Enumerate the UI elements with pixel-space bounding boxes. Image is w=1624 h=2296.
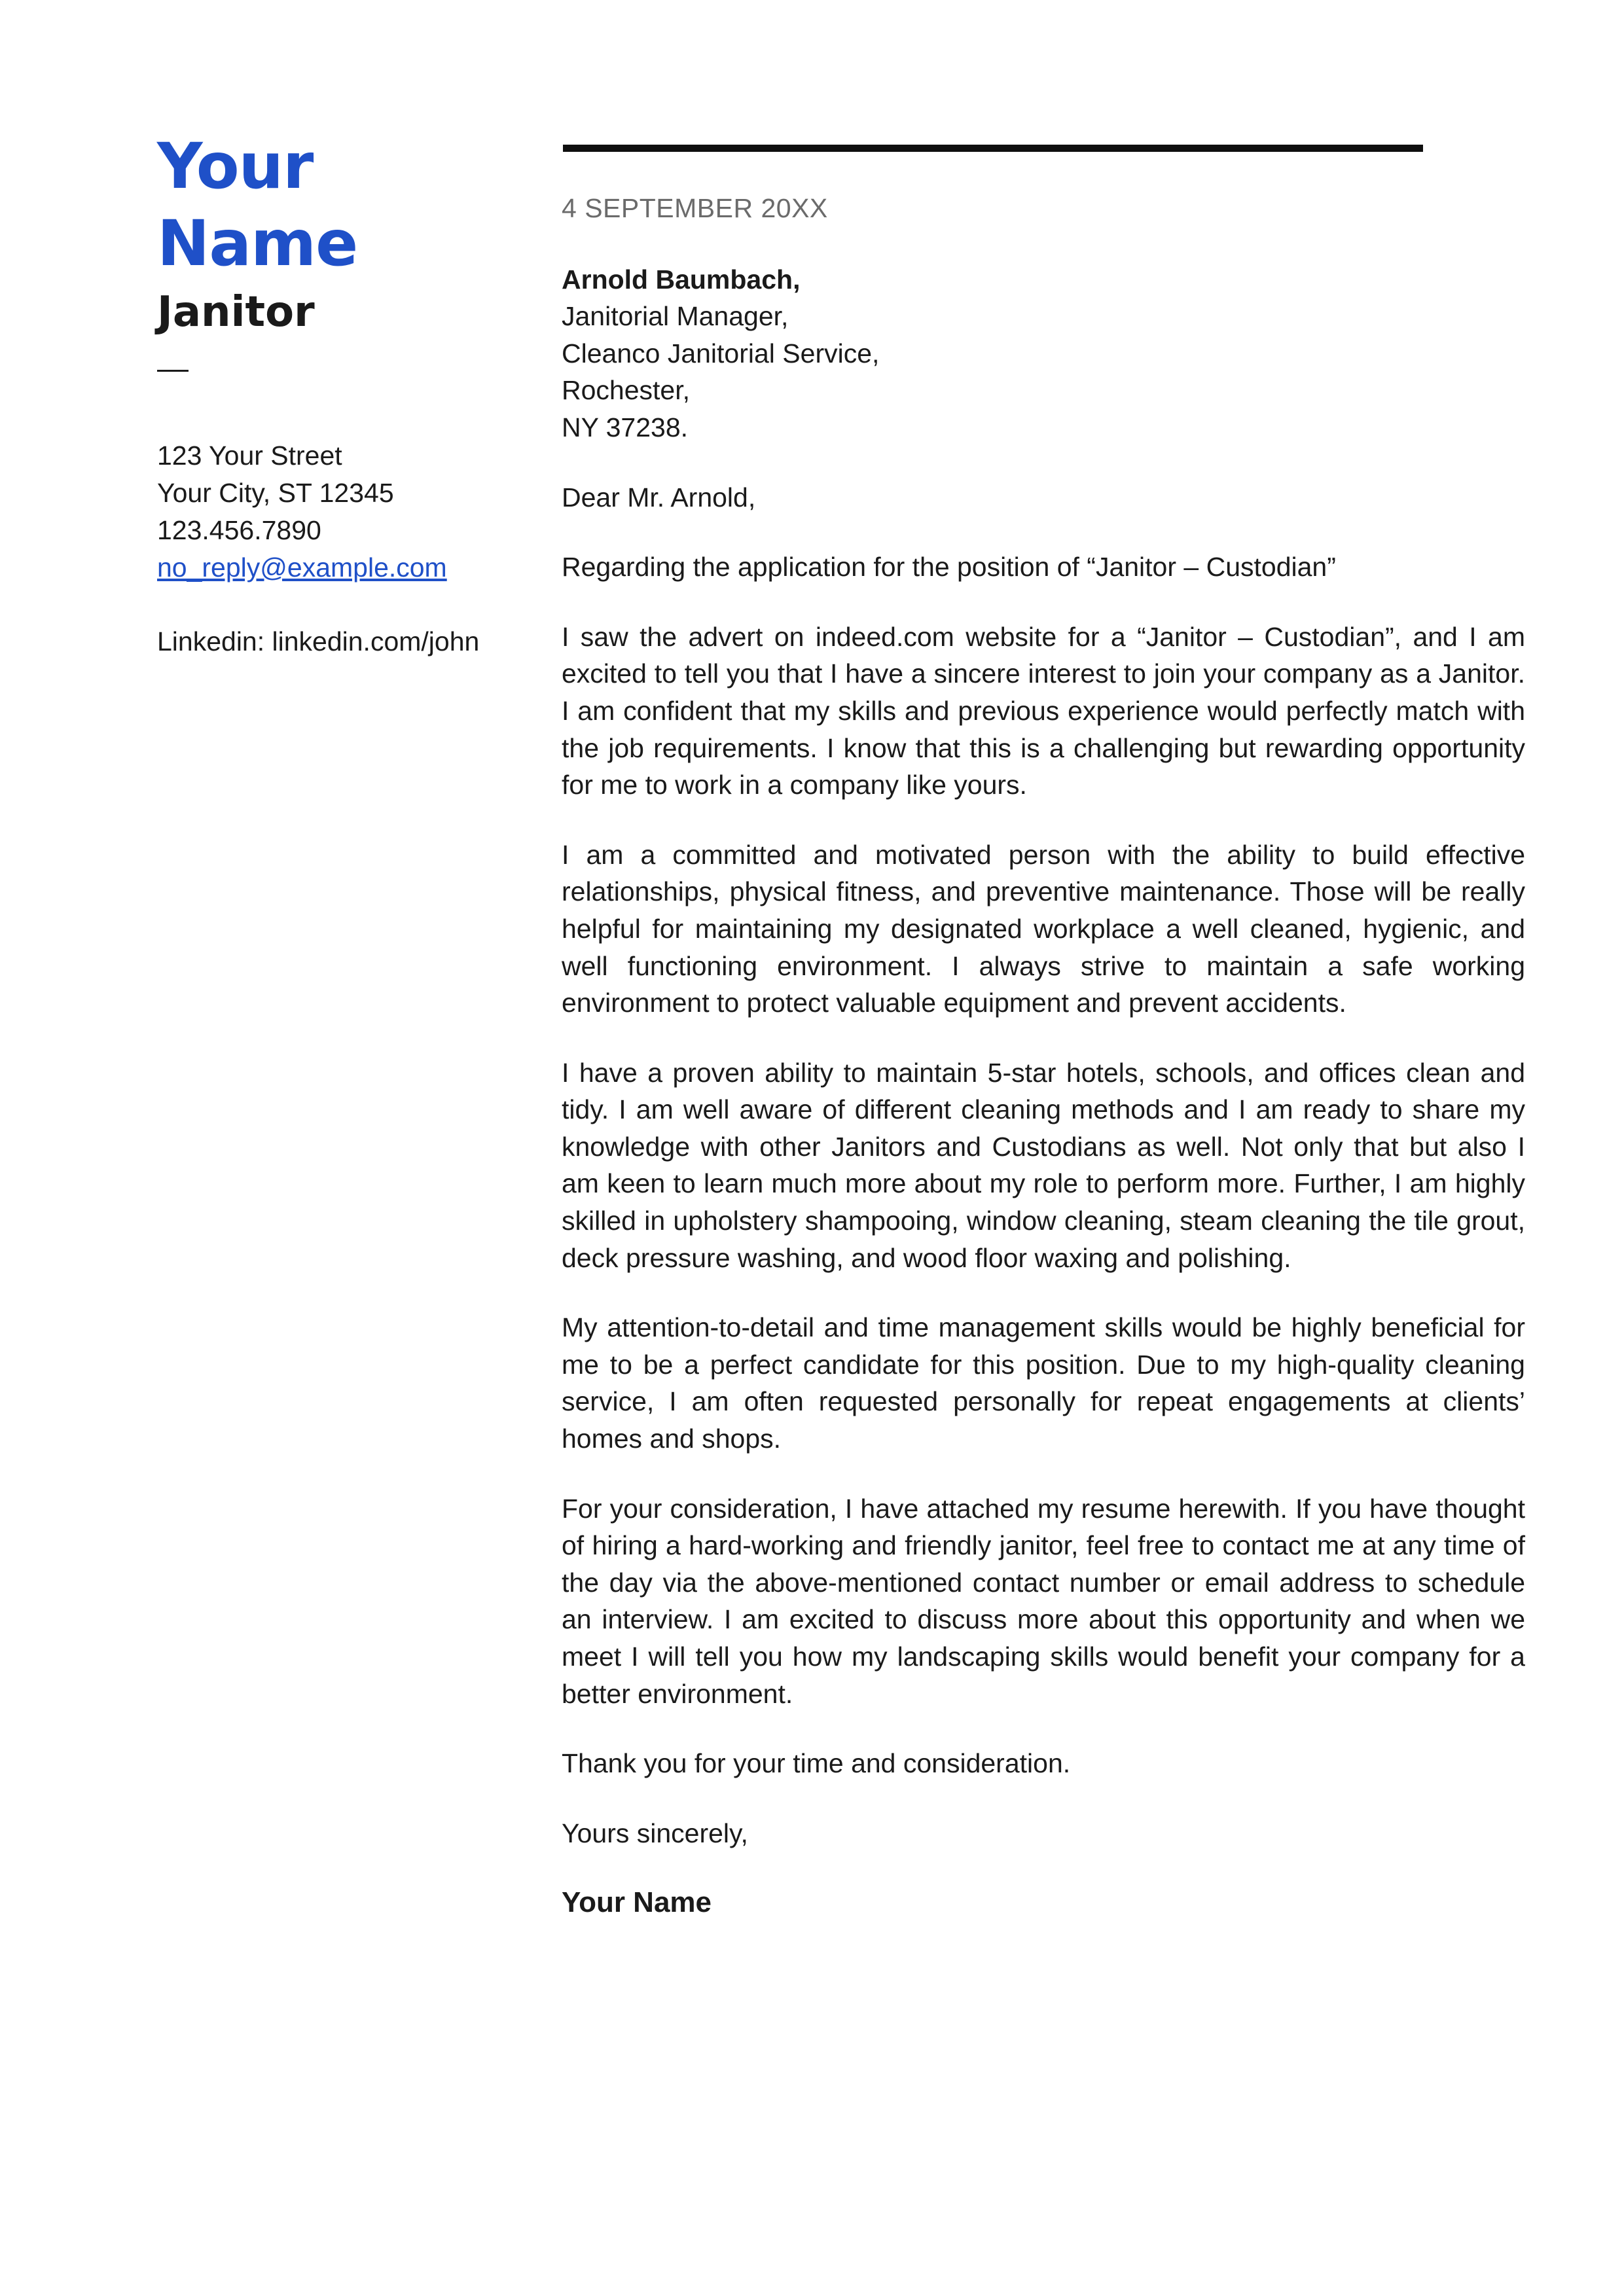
email-link[interactable]: no_reply@example.com (157, 552, 447, 583)
street-address: 123 Your Street (157, 440, 342, 471)
subject-line: Regarding the application for the position of “Janitor – Custodian” (562, 552, 1336, 583)
recipient-name: Arnold Baumbach, (562, 264, 801, 295)
contact-block (157, 437, 524, 586)
thanks-line: Thank you for your time and consideration. (562, 1748, 1071, 1779)
sidebar (157, 128, 524, 660)
phone-number: 123.456.7890 (157, 515, 321, 545)
recipient-block (562, 261, 1525, 446)
body-paragraph-3: I have a proven ability to maintain 5-star hotels, schools, and offices clean and tidy. I am well aware of different cleaning methods and I am ready to share my knowledge with other Janitors and Custodians as well. Not only that but also I am keen to learn much more about my role to perform more. Further, I am highly skilled in upholstery shampooing, window cleaning, steam cleaning the tile grout, deck pressure washing, and wood floor waxing and polishing. (562, 1057, 1525, 1273)
name-second-line: Name (157, 207, 358, 280)
letter-date: 4 SEPTEMBER 20XX (562, 193, 828, 223)
body-paragraph-4: My attention-to-detail and time management skills would be highly beneficial for me to be a perfect candidate for this position. Due to my high-quality cleaning service, I am often requested personally for repeat engagements at clients’ homes and shops. (562, 1312, 1525, 1454)
divider-dash (157, 370, 189, 372)
recipient-city: Rochester, (562, 375, 690, 406)
recipient-title: Janitorial Manager, (562, 301, 789, 332)
salutation: Dear Mr. Arnold, (562, 482, 756, 512)
header-rule (563, 145, 1423, 152)
signature-name: Your Name (562, 1886, 712, 1919)
body-paragraph-1: I saw the advert on indeed.com website for a “Janitor – Custodian”, and I am excited to tell you that I have a sincere interest to join your company as a Janitor. I am confident that my skills and previous experience would perfectly match with the job requirements. I know that this is a challenging but rewarding opportunity for me to work in a company like yours. (562, 621, 1525, 800)
name-first-line: Your (157, 130, 314, 203)
closing-line: Yours sincerely, (562, 1818, 748, 1848)
letter-body (562, 190, 1525, 1922)
recipient-state-zip: NY 37238. (562, 412, 689, 442)
city-address: Your City, ST 12345 (157, 478, 394, 508)
recipient-company: Cleanco Janitorial Service, (562, 338, 880, 368)
body-paragraph-5: For your consideration, I have attached my resume herewith. If you have thought of hiring a hard-working and friendly janitor, feel free to contact me at any time of the day via the above-mentioned contact number or email address to schedule an interview. I am excited to discuss more about this opportunity and when we meet I will tell you how my landscaping skills would benefit your company for a better environment. (562, 1493, 1525, 1709)
linkedin-text: Linkedin: linkedin.com/john (157, 626, 480, 656)
job-title: Janitor (157, 288, 315, 336)
body-paragraph-2: I am a committed and motivated person with the ability to build effective relationships, physical fitness, and preventive maintenance. Those will be really helpful for maintaining my designated workplace a well cleaned, hygienic, and well functioning environment. I always strive to maintain a safe working environment to protect valuable equipment and prevent accidents. (562, 839, 1525, 1018)
